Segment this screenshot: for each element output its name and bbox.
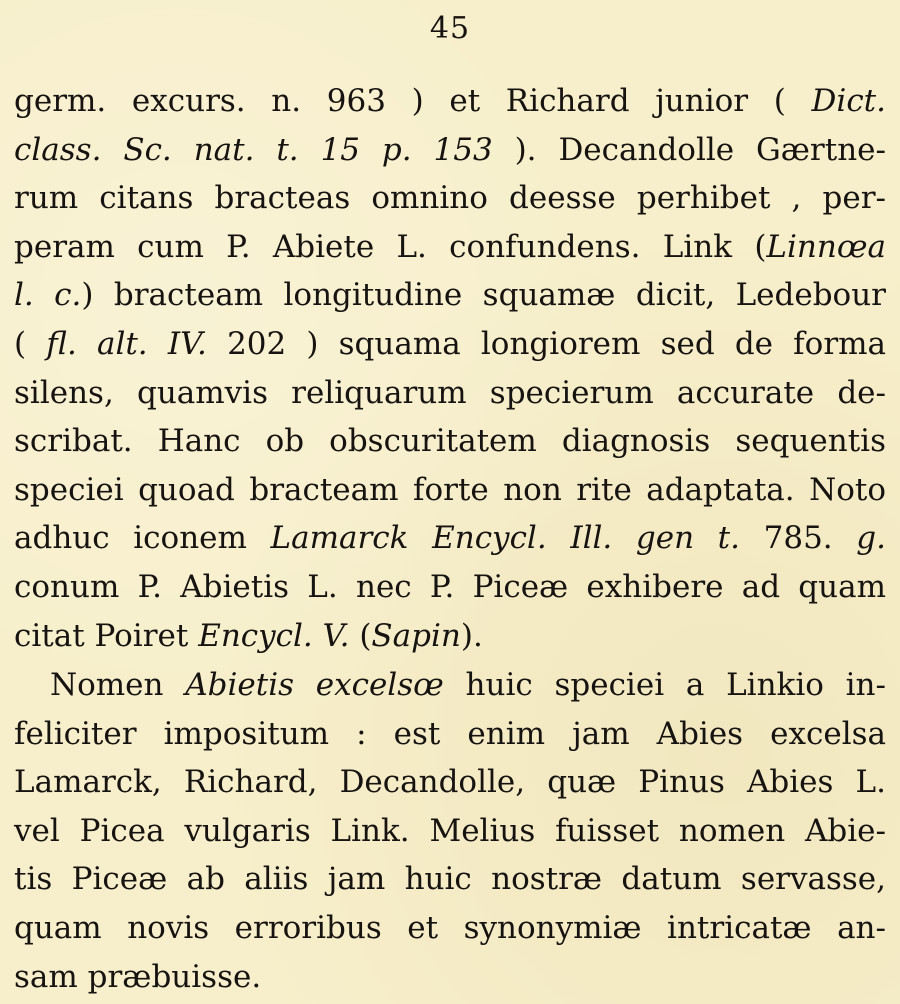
text-run: speciei quoad bracteam forte non rite adaptata. Noto [14,471,886,508]
text-line [14,223,886,272]
text-line [14,758,886,807]
text-run: ( [14,325,47,362]
text-run: ) bracteam longitudine squamæ dicit, Ledebour [81,277,886,314]
text-line [14,417,886,466]
text-run: 202 ) squama longiorem sed de forma [206,325,887,362]
text-line [14,855,886,904]
text-run: feliciter impositum : est enim jam Abies excelsa [14,715,886,752]
italic-text: Linnœa [766,228,886,265]
text-run: rum citans bracteas omnino deesse perhibet , per- [14,180,886,217]
italic-text: Abietis excelsœ [185,667,444,703]
text-line [14,466,886,515]
italic-text: Dict. [811,83,886,119]
text-line [14,710,886,759]
text-run: vel Picea vulgaris Link. Melius fuisset nomen Abie- [14,812,886,849]
text-line [14,612,886,661]
text-run: sam præbuisse. [14,958,262,995]
text-run: peram cum P. Abiete L. confundens. Link ( [14,228,767,265]
italic-text: class. Sc. nat. t. 15 p. 153 [14,131,493,168]
text-run: scribat. Hanc ob obscuritatem diagnosis sequentis [14,423,886,460]
italic-text: g. [856,520,886,557]
text-line [14,320,886,369]
text-line [14,369,886,418]
text-line [14,807,886,856]
text-run: huic speciei a Linkio in- [443,667,887,703]
text-line [14,514,886,563]
italic-text: fl. alt. IV. [46,325,207,362]
paragraph-1 [14,77,886,660]
text-line [14,953,886,1002]
page-number: 45 [429,11,471,46]
text-run: ( [349,617,372,654]
italic-text: Lamarck Encycl. Ill. gen t. [270,520,740,557]
text-run: conum P. Abietis L. nec P. Piceæ exhibere ad quam [14,568,886,605]
text-run: tis Piceæ ab aliis jam huic nostræ datum servasse, [14,861,886,898]
text-line [14,174,886,223]
text-line [14,563,886,612]
italic-text: Encycl. V. [198,617,350,654]
text-run: quam novis erroribus et synonymiæ intricatæ an- [14,909,886,946]
text-line [14,77,886,126]
text-run: adhuc iconem [14,520,271,557]
paragraph-2 [14,661,886,1001]
text-run: silens, quamvis reliquarum specierum accurate de- [14,374,886,411]
text-run: 785. [740,520,857,557]
text-run: ). [460,617,483,654]
text-run: Lamarck, Richard, Decandolle, quæ Pinus Abies L. [14,764,886,801]
text-run: citat Poiret [14,617,199,654]
text-line [14,904,886,953]
text-line [14,271,886,320]
italic-text: l. c. [14,277,82,314]
text-run: germ. excurs. n. 963 ) et Richard junior ( [14,83,812,119]
text-line [14,126,886,175]
text-run: ). Decandolle Gærtne- [492,131,886,168]
text-line [14,661,886,710]
italic-text: Sapin [371,617,461,654]
text-run: Nomen [50,667,186,703]
